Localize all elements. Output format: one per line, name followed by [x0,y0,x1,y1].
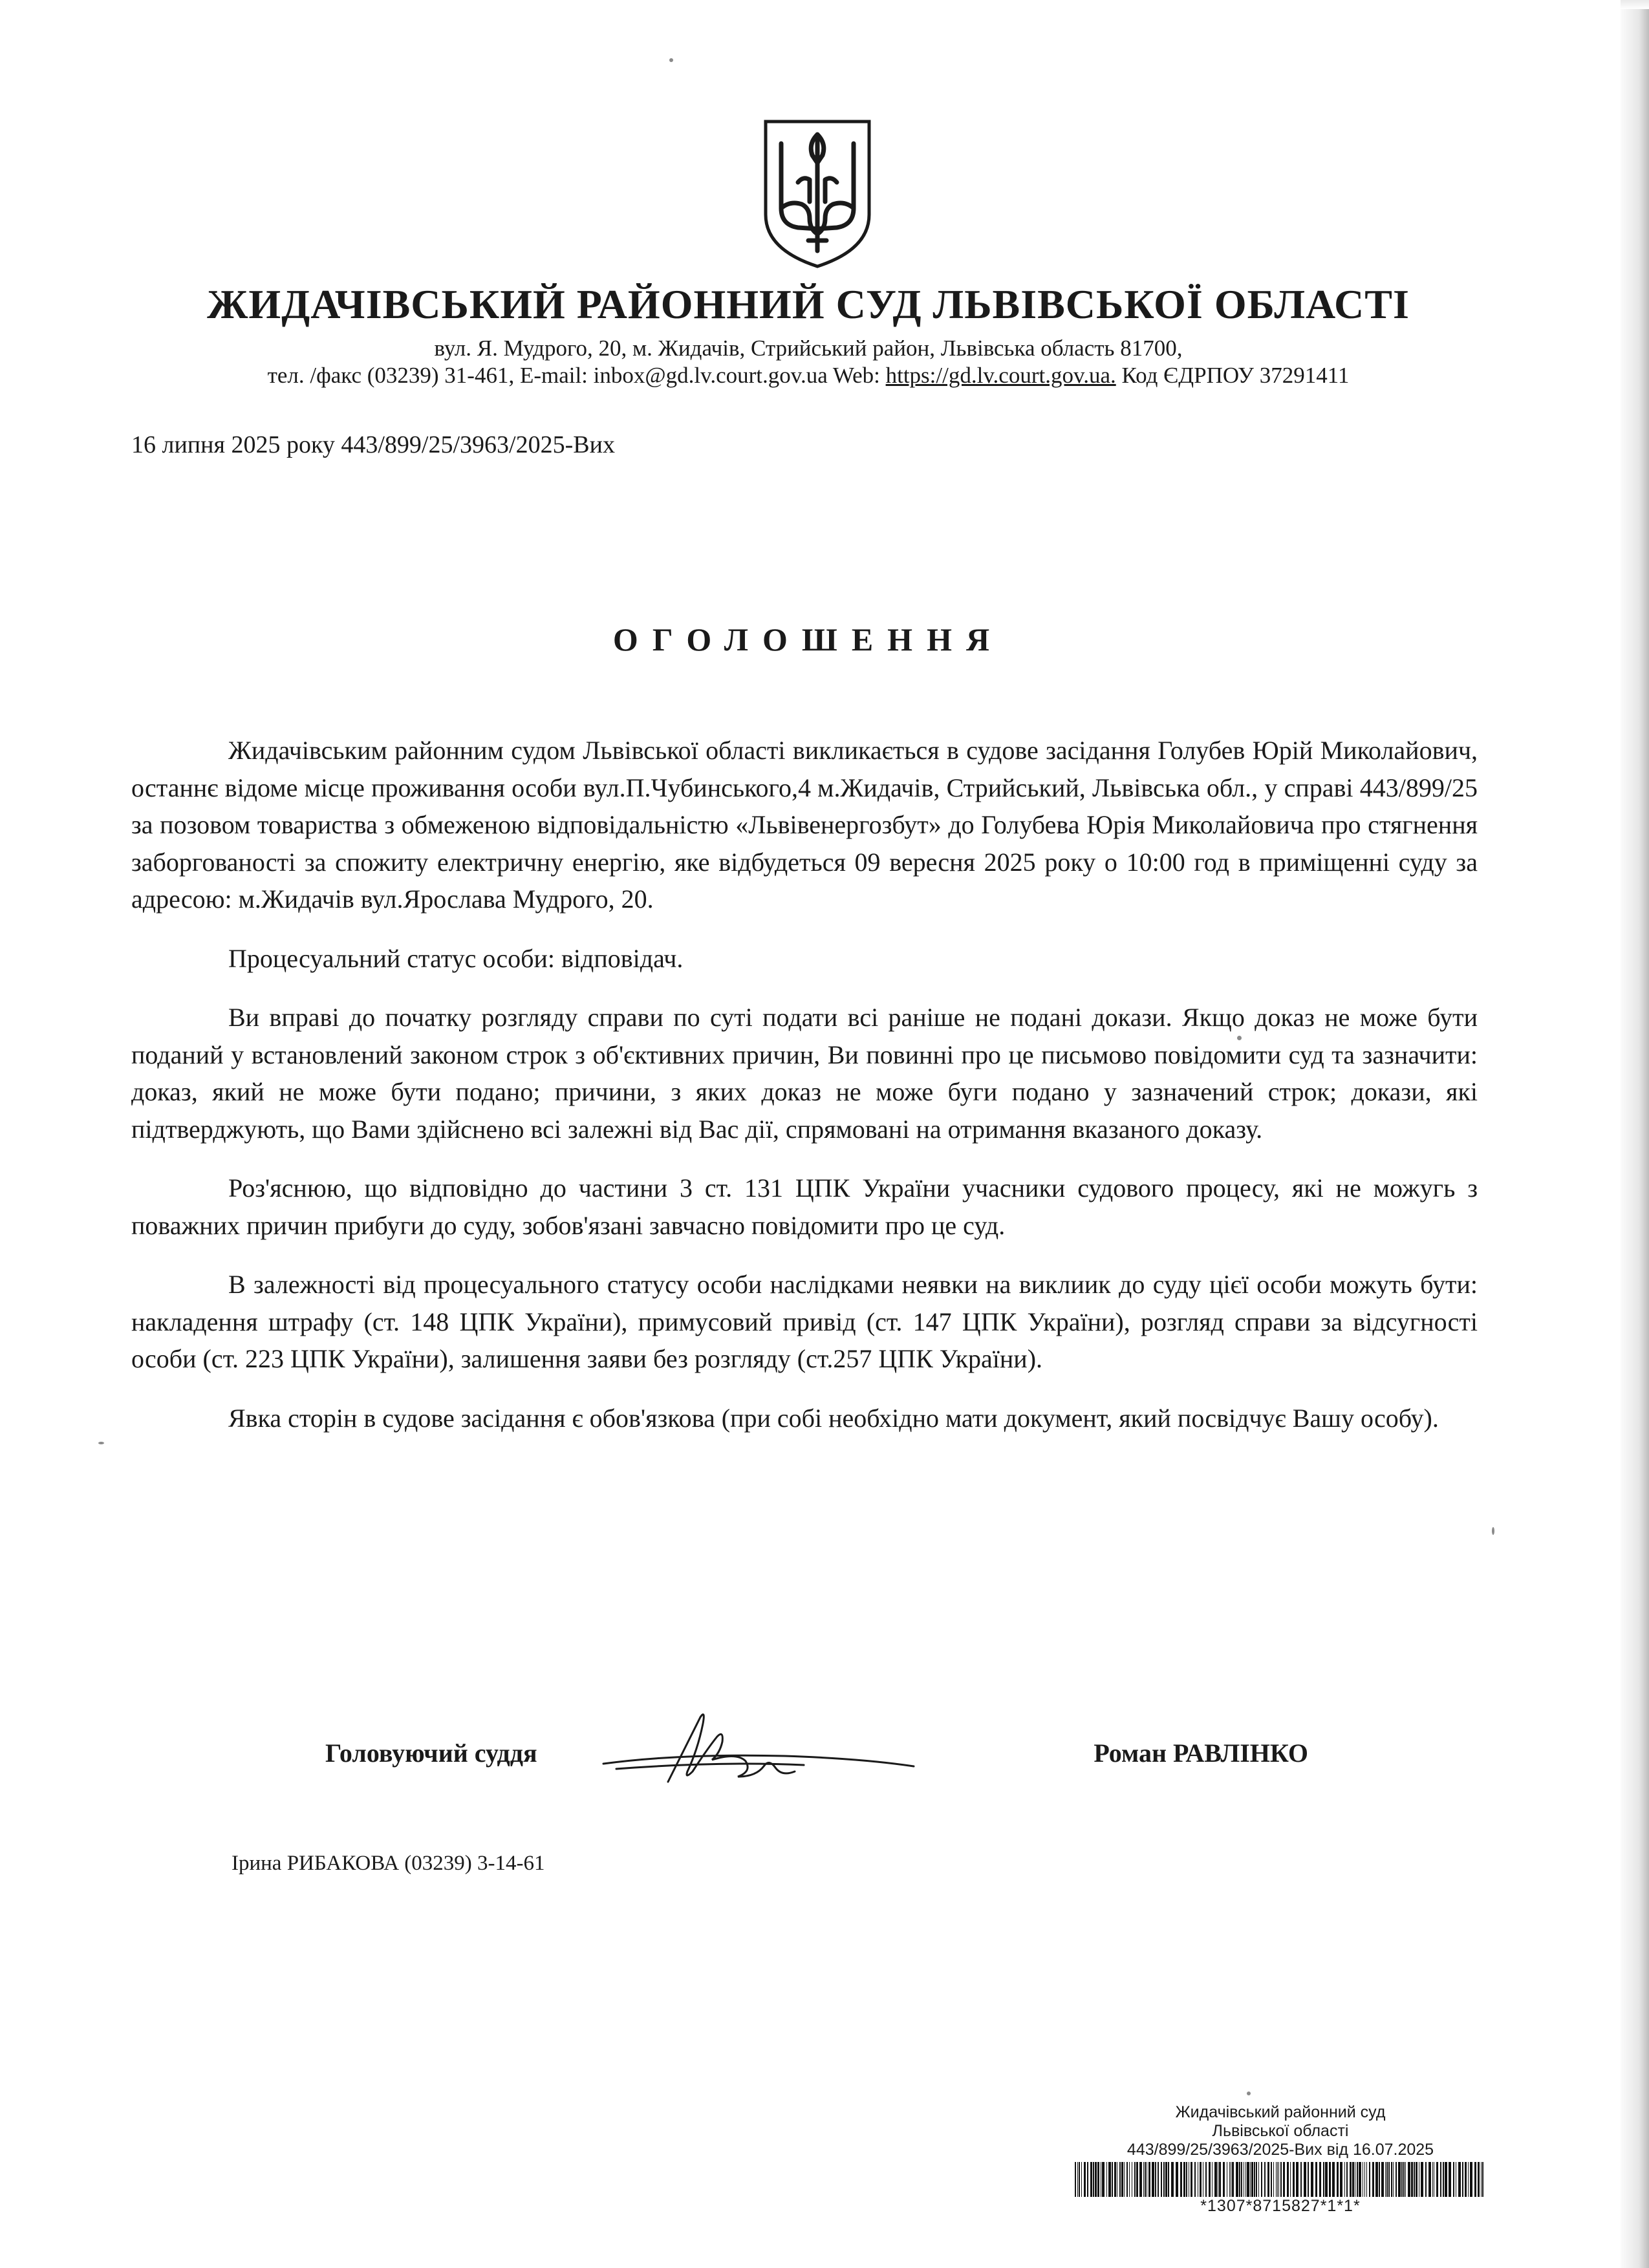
paragraph-summons: Жидачівським районним судом Львівської області викликається в судове засідання Голубев Юрій Миколайович, останнє відоме місце проживання особи вул.П.Чубинського,4 м.Жидачів, Стрийський, Львівська обл., у справі 443/899/25 за позовом товариства з обмеженою відповідальністю «Львівенергозбут» до Голубева Юрія Миколайовича про стягнення заборгованості за спожиту електричну енергію, яке відбудеться 09 вересня 2025 року о 10:00 год в приміщенні суду за адресою: м.Жидачів вул.Ярослава Мудрого, 20. [131,736,1478,914]
stamp-court: Жидачівський районний суд [1175,2103,1386,2121]
court-website-link[interactable]: https://gd.lv.court.gov.ua. [885,363,1116,388]
paragraph-status: Процесуальний статус особи: відповідач. [228,943,684,973]
stamp-region: Львівської області [1212,2122,1349,2140]
scan-speck [669,58,673,62]
stamp-reference: 443/899/25/3963/2025-Вих від 16.07.2025 [1126,2141,1434,2159]
paragraph-evidence: Ви вправі до початку розгляду справи по суті подати всі раніше не подані докази. Якщо доказ не може бути поданий у встановлений законом строк з об'єктивних причин, Ви повинні про це письмово повідомити суд та зазначити: доказ, який не може бути подано; причини, з яких доказ не може буги подано у зазначений строк; докази, які підтверджують, що Вами здійснено всі залежні від Вас дії, спрямовані на отримання вказаного доказу. [131,1003,1478,1144]
contacts-text: тел. /факс (03239) 31-461, E-mail: inbox@gd.lv.court.gov.ua Web: [267,363,886,388]
court-address: вул. Я. Мудрого, 20, м. Жидачів, Стрийський район, Львівська область 81700, [434,336,1183,361]
scan-speck [1492,1527,1494,1535]
paragraph-attendance: Явка сторін в судове засідання є обов'язкова (при собі необхідно мати документ, який посвідчує Вашу особу). [228,1403,1439,1433]
announcement-body [131,732,1478,1459]
paragraph-explanation: Роз'яснюю, що відповідно до частини 3 ст. 131 ЦПК України учасники судового процесу, які не можугь з поважних причин прибуги до суду, зобов'язані завчасно повідомити про це суд. [131,1173,1478,1240]
document-title: ОГОЛОШЕННЯ [612,621,1004,658]
signature-block [325,1731,1308,1790]
scan-speck [98,1442,104,1444]
court-contacts [0,363,1617,389]
outgoing-reference: 16 липня 2025 року 443/899/25/3963/2025-Вих [131,431,615,458]
scanned-page-edge [1621,0,1649,2268]
judge-label: Головуючий суддя [325,1738,537,1768]
barcode-number: *1307*8715827*1*1* [1200,2197,1361,2215]
barcode [1073,2162,1487,2197]
edrpou-code: Код ЄДРПОУ 37291411 [1116,363,1350,388]
judge-name: Роман РАВЛІНКО [1094,1738,1308,1768]
handwritten-signature [590,1704,927,1795]
executor-contact: Ірина РИБАКОВА (03239) 3-14-61 [232,1852,545,1875]
ukraine-coat-of-arms-icon [762,118,873,270]
court-name: ЖИДАЧІВСЬКИЙ РАЙОННИЙ СУД ЛЬВІВСЬКОЇ ОБЛАСТІ [207,281,1410,327]
paragraph-consequences: В залежності від процесуального статусу особи наслідками неявки на виклиик до суду цієї особи можуть бути: накладення штрафу (ст. 148 ЦПК України), примусовий привід (ст. 147 ЦПК України), розгляд справи за відсугності особи (ст. 223 ЦПК України), залишення заяви без розгляду (ст.257 ЦПК України). [131,1270,1478,1373]
scan-speck [1237,1036,1242,1040]
registration-stamp [1028,2103,1533,2216]
scan-speck [1247,2091,1251,2095]
